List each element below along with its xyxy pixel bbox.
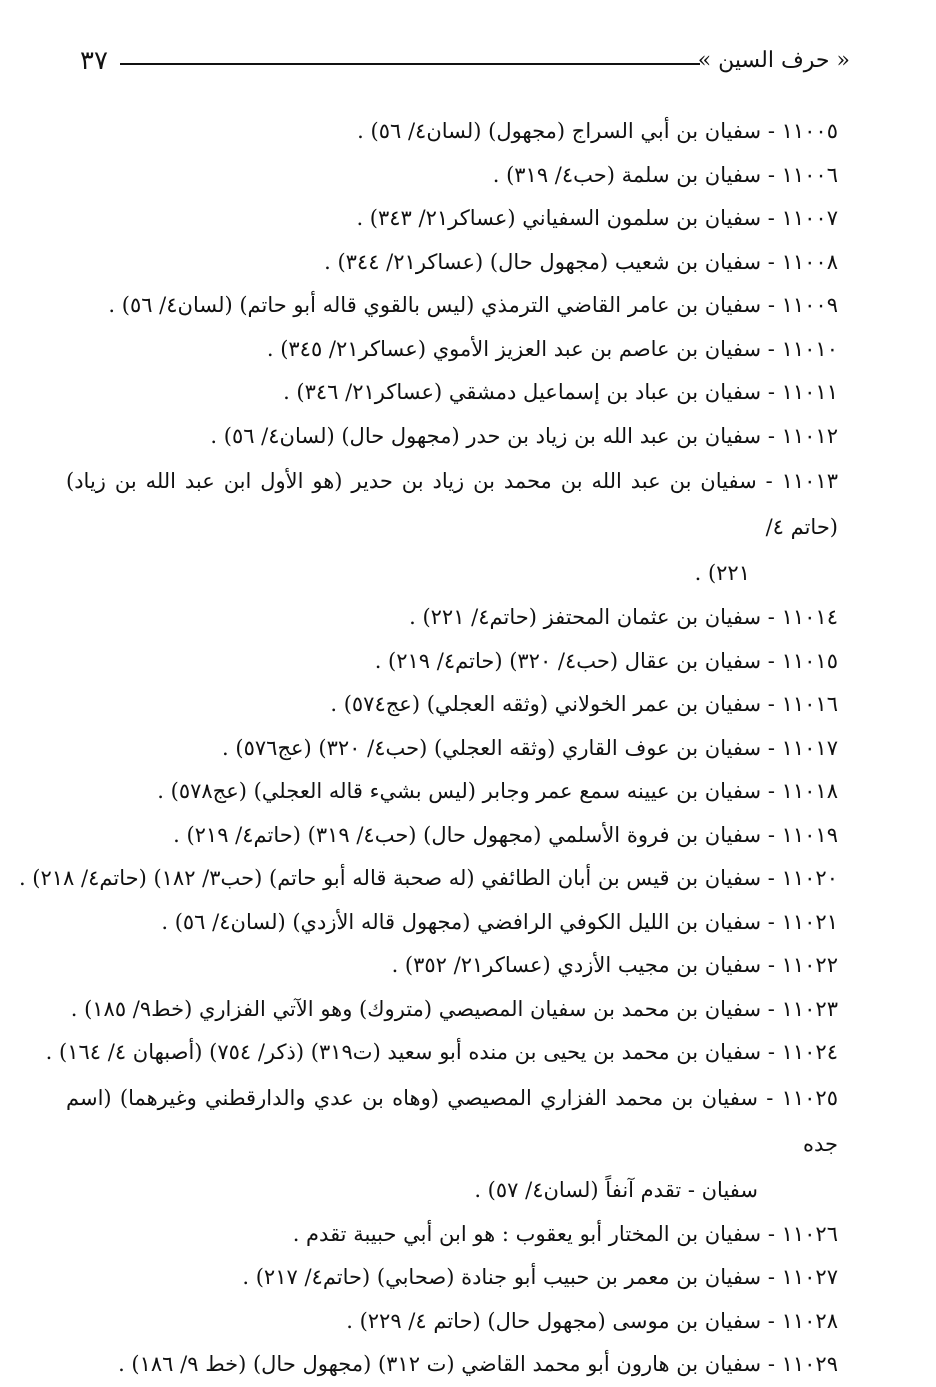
entry-text: ١١٠٢٧ - سفيان بن معمر بن حبيب أبو جنادة (صحابي) (حاتم٤/ ٢١٧) . — [242, 1265, 838, 1289]
entry-text: ١١٠١٤ - سفيان بن عثمان المحتفز (حاتم٤/ ٢٢١) . — [409, 605, 838, 629]
entry-text: ١١٠١٥ - سفيان بن عقال (حب٤/ ٣٢٠) (حاتم٤/ ٢١٩) . — [374, 648, 838, 673]
list-item — [66, 814, 838, 858]
entry-text: ١١٠٢٦ - سفيان بن المختار أبو يعقوب : هو ابن أبي حبيبة تقدم . — [292, 1221, 838, 1246]
list-item — [66, 371, 838, 415]
entry-text: ١١٠٠٧ - سفيان بن سلمون السفياني (عساكر٢١/ ٣٤٣) . — [356, 206, 838, 230]
entry-text: ١١٠٢٩ - سفيان بن هارون أبو محمد القاضي (ت ٣١٢) (مجهول حال) (خط ٩/ ١٨٦) . — [118, 1352, 838, 1376]
chapter-title: « حرف السين » — [697, 48, 850, 73]
list-item — [66, 640, 838, 684]
entry-text: ١١٠١٢ - سفيان بن عبد الله بن زياد بن حدر (مجهول حال) (لسان٤/ ٥٦) . — [210, 423, 838, 448]
entry-text: ١١٠٢٠ - سفيان بن قيس بن أبان الطائفي (له صحبة قاله أبو حاتم) (حب٣/ ١٨٢) (حاتم٤/ ٢١٨) . — [18, 866, 838, 890]
list-item — [66, 197, 838, 241]
list-item — [66, 683, 838, 727]
list-item — [66, 1343, 838, 1387]
entry-text: ١١٠٠٨ - سفيان بن شعيب (مجهول حال) (عساكر٢١/ ٣٤٤) . — [324, 249, 838, 274]
page-header — [80, 42, 850, 82]
list-item — [66, 458, 838, 596]
list-item — [66, 1300, 838, 1344]
list-item — [66, 110, 838, 154]
entry-text: ١١٠١٦ - سفيان بن عمر الخولاني (وثقه العجلي) (عج٥٧٤) . — [330, 692, 838, 716]
entry-text: ١١٠٢٤ - سفيان بن محمد بن يحيى بن منده أبو سعيد (ت٣١٩) (ذكر/ ٧٥٤) (أصبهان ٤/ ١٦٤) . — [45, 1040, 838, 1064]
list-item — [66, 415, 838, 459]
list-item — [66, 328, 838, 372]
page-number: ٣٧ — [80, 46, 108, 76]
entry-continuation: سفيان - تقدم آنفاً (لسان٤/ ٥٧) . — [474, 1177, 758, 1202]
entry-text: ١١٠٠٩ - سفيان بن عامر القاضي الترمذي (ليس بالقوي قاله أبو حاتم) (لسان٤/ ٥٦) . — [108, 293, 838, 317]
list-item — [66, 1213, 838, 1257]
list-item — [66, 770, 838, 814]
entry-text: ١١٠١٨ - سفيان بن عيينه سمع عمر وجابر (ليس بشيء قاله العجلي) (عج٥٧٨) . — [157, 779, 838, 803]
entry-text: ١١٠٢٢ - سفيان بن مجيب الأزدي (عساكر٢١/ ٣٥٢) . — [391, 953, 838, 977]
list-item — [66, 901, 838, 945]
entry-list — [18, 110, 838, 1387]
entry-text: ١١٠١٠ - سفيان بن عاصم بن عبد العزيز الأموي (عساكر٢١/ ٣٤٥) . — [266, 336, 838, 361]
entry-text: ١١٠٢٥ - سفيان بن محمد الفزاري المصيصي (وهاه بن عدي والدارقطني وغيرهما) (اسم جده — [66, 1085, 838, 1156]
list-item — [18, 857, 838, 901]
entry-text: ١١٠٢٨ - سفيان بن موسى (مجهول حال) (حاتم ٤/ ٢٢٩) . — [346, 1308, 838, 1333]
entry-text: ١١٠١٩ - سفيان بن فروة الأسلمي (مجهول حال) (حب٤/ ٣١٩) (حاتم٤/ ٢١٩) . — [173, 822, 838, 847]
list-item — [66, 727, 838, 771]
entry-continuation: ٢٢١) . — [694, 561, 750, 585]
list-item — [66, 944, 838, 988]
list-item — [45, 1031, 838, 1075]
list-item — [66, 1075, 838, 1213]
list-item — [66, 154, 838, 198]
entry-text: ١١٠٠٥ - سفيان بن أبي السراج (مجهول) (لسان٤/ ٥٦) . — [357, 119, 838, 143]
list-item — [66, 284, 838, 328]
entry-text: ١١٠١٣ - سفيان بن عبد الله بن محمد بن زياد بن حدير (هو الأول ابن عبد الله بن زياد) (حاتم ٤/ — [66, 469, 838, 539]
list-item — [66, 241, 838, 285]
list-item — [66, 988, 838, 1032]
entry-text: ١١٠١١ - سفيان بن عباد بن إسماعيل دمشقي (عساكر٢١/ ٣٤٦) . — [283, 380, 838, 404]
entry-text: ١١٠١٧ - سفيان بن عوف القاري (وثقه العجلي) (حب٤/ ٣٢٠) (عج٥٧٦) . — [222, 735, 838, 760]
header-rule — [120, 63, 700, 65]
entry-text: ١١٠٢٣ - سفيان بن محمد بن سفيان المصيصي (متروك) وهو الآتي الفزاري (خط٩/ ١٨٥) . — [70, 996, 838, 1021]
entry-text: ١١٠٠٦ - سفيان بن سلمة (حب٤/ ٣١٩) . — [492, 162, 838, 187]
list-item — [66, 596, 838, 640]
entry-text: ١١٠٢١ - سفيان بن الليل الكوفي الرافضي (مجهول قاله الأزدي) (لسان٤/ ٥٦) . — [161, 909, 838, 934]
list-item — [66, 1256, 838, 1300]
